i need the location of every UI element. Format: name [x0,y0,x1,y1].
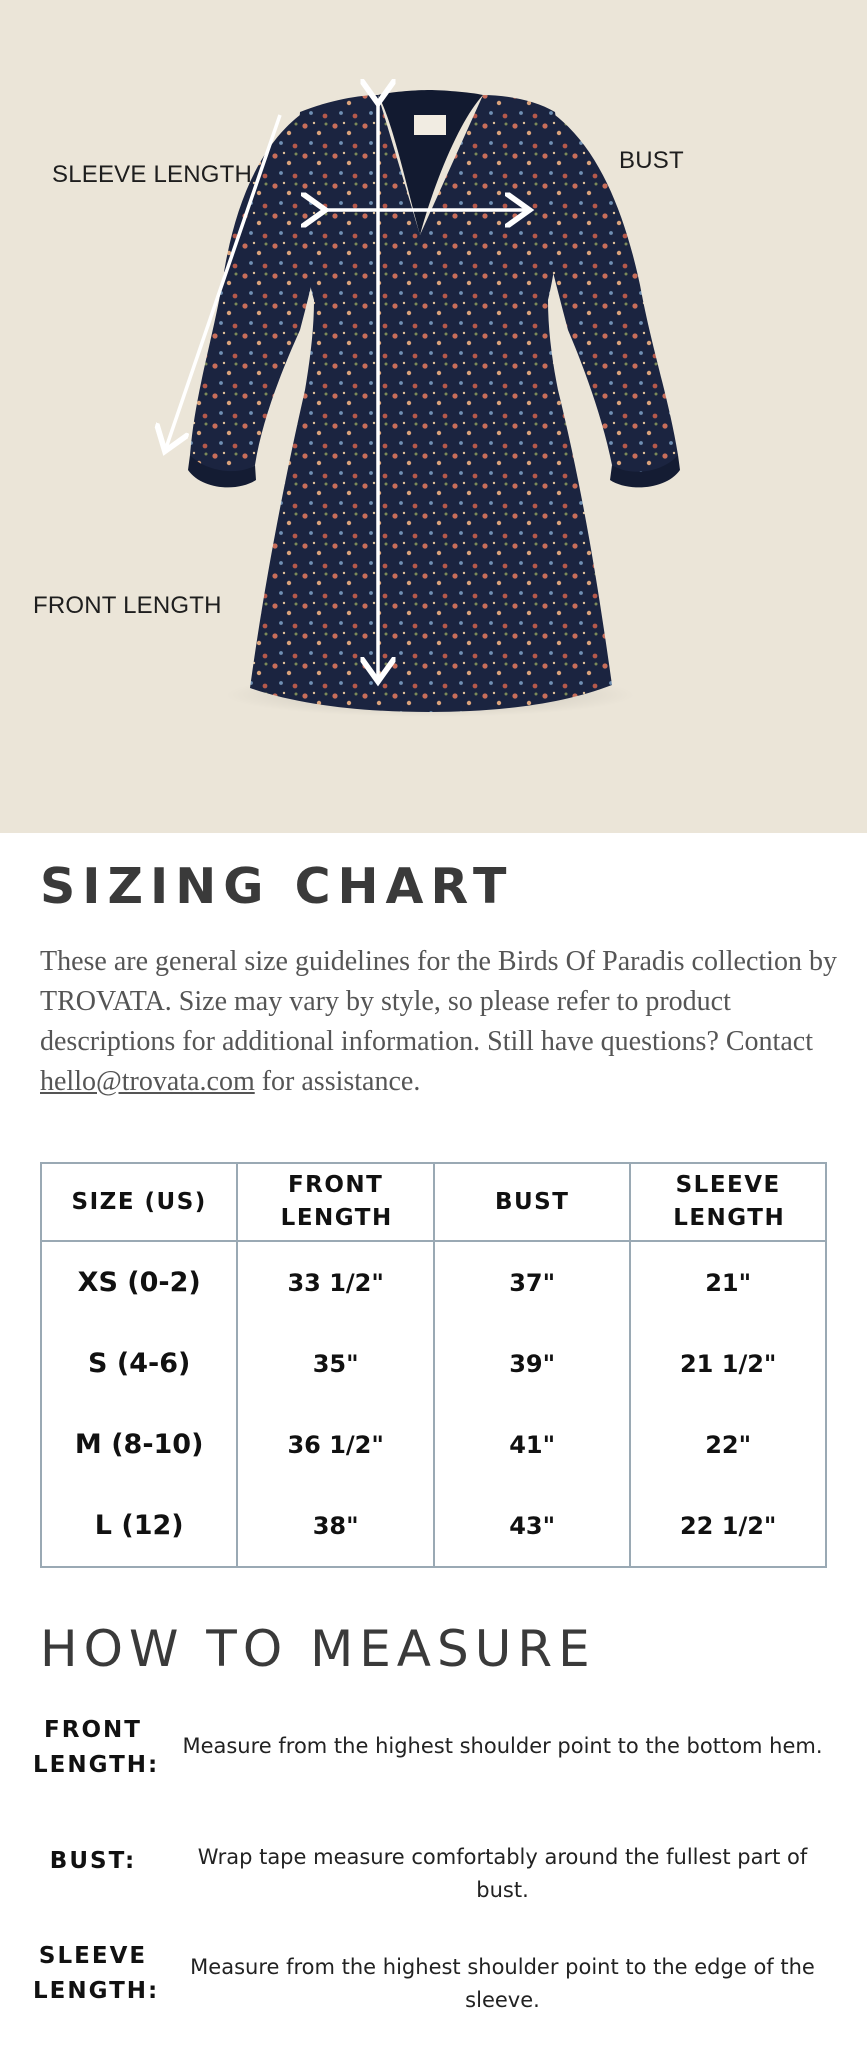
cell-front-length: 33 1/2" [237,1241,434,1323]
cell-sleeve-length: 22 1/2" [630,1485,826,1567]
cell-size: XS (0-2) [41,1241,237,1323]
measure-desc-front-length: Measure from the highest shoulder point to the bottom hem. [182,1734,823,1758]
cell-bust: 37" [434,1241,630,1323]
measure-term-sleeve-length: SLEEVE LENGTH: [33,1943,160,2004]
cell-bust: 41" [434,1404,630,1485]
intro-text: These are general size guidelines for the Birds Of Paradis collection by TROVATA. Size may vary by style, so please refer to product descriptions for additional information. Still have questions? Contact [40,946,837,1057]
cell-sleeve-length: 21 1/2" [630,1323,826,1404]
cell-size: S (4-6) [41,1323,237,1404]
header-front-length-text: FRONT LENGTH [280,1172,393,1231]
bust-label: BUST [619,147,684,174]
contact-email-link[interactable]: hello@trovata.com [40,1066,255,1097]
cell-sleeve-length: 21" [630,1241,826,1323]
header-size: SIZE (US) [41,1163,237,1241]
table-header-row [41,1163,826,1241]
dress-illustration [0,0,867,833]
header-sleeve-length [630,1163,826,1241]
size-table [40,1162,827,1568]
measure-desc-sleeve-length: Measure from the highest shoulder point to the edge of the sleeve. [190,1955,815,2012]
sleeve-length-label: SLEEVE LENGTH [52,161,253,188]
table-row [41,1404,826,1485]
sizing-chart-title: SIZING CHART [40,858,514,915]
how-to-measure-title: HOW TO MEASURE [40,1620,596,1678]
front-length-label: FRONT LENGTH [33,592,222,619]
header-bust: BUST [434,1163,630,1241]
product-image [0,0,867,833]
header-front-length [237,1163,434,1241]
cell-bust: 43" [434,1485,630,1567]
cell-front-length: 38" [237,1485,434,1567]
cell-bust: 39" [434,1323,630,1404]
cell-size: M (8-10) [41,1404,237,1485]
intro-tail: for assistance. [261,1066,421,1097]
brand-tag [414,115,446,135]
table-row [41,1323,826,1404]
cell-front-length: 36 1/2" [237,1404,434,1485]
cell-front-length: 35" [237,1323,434,1404]
header-sleeve-length-text: SLEEVE LENGTH [673,1172,786,1231]
measure-term-front-length: FRONT LENGTH: [33,1717,160,1778]
table-row [41,1241,826,1323]
sizing-intro [40,942,840,1102]
measure-desc-bust: Wrap tape measure comfortably around the fullest part of bust. [197,1845,808,1902]
table-row [41,1485,826,1567]
cell-sleeve-length: 22" [630,1404,826,1485]
measure-term-bust: BUST: [49,1848,137,1874]
cell-size: L (12) [41,1485,237,1567]
